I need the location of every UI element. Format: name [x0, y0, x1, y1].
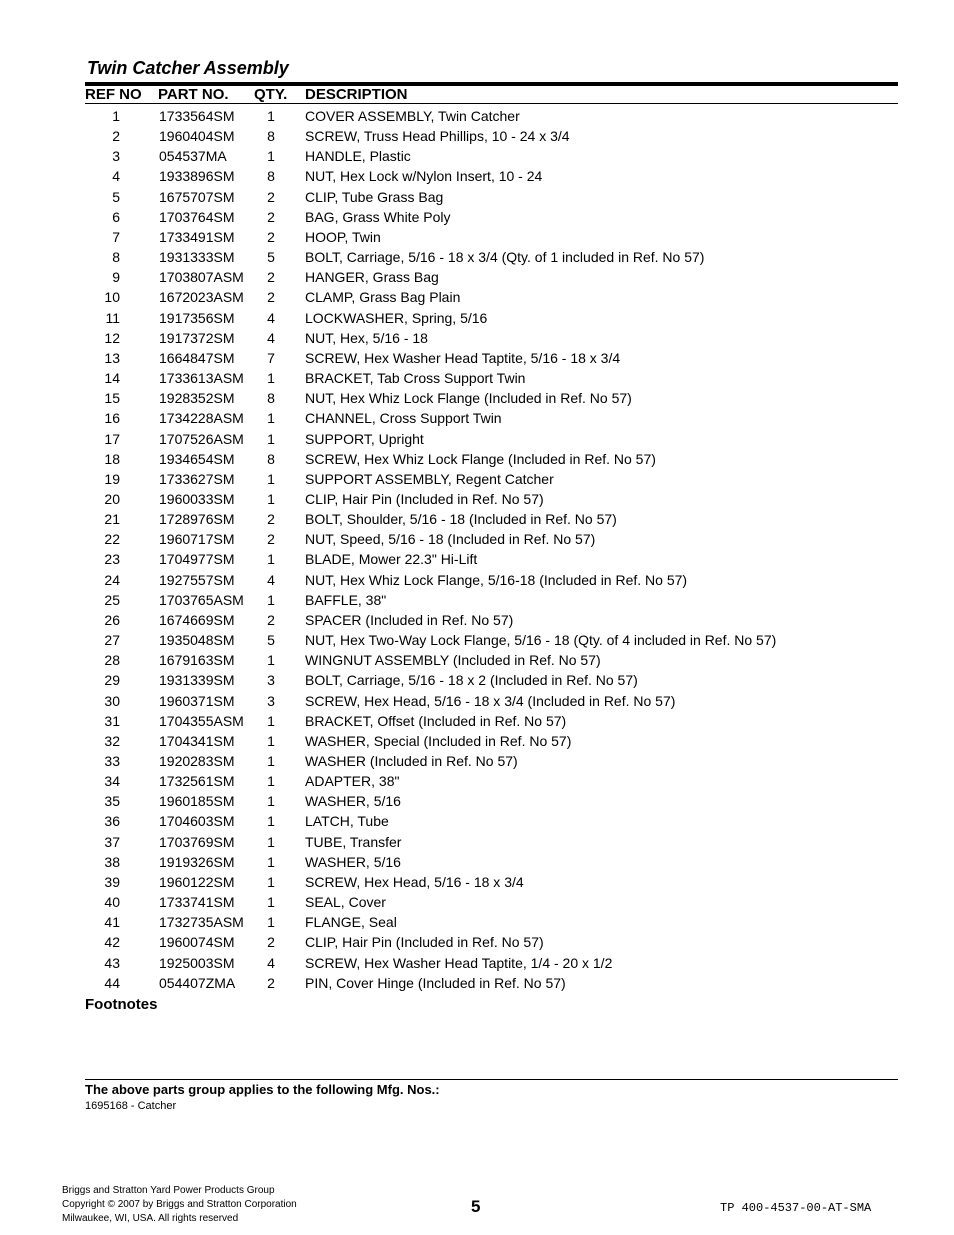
ref-number: 43 — [104, 954, 120, 971]
ref-number: 32 — [104, 732, 120, 749]
part-number: 1960122SM — [159, 873, 235, 890]
quantity: 1 — [267, 753, 275, 769]
mfg-item: 1695168 - Catcher — [85, 1100, 177, 1112]
ref-number: 42 — [104, 934, 120, 951]
description: LOCKWASHER, Spring, 5/16 — [305, 309, 488, 326]
quantity: 1 — [267, 108, 275, 124]
quantity: 8 — [267, 390, 275, 407]
description: BOLT, Carriage, 5/16 - 18 x 2 (Included in Ref. No 57) — [305, 672, 638, 689]
description: CLIP, Hair Pin (Included in Ref. No 57) — [305, 934, 544, 951]
part-number: 1917356SM — [159, 309, 235, 326]
part-number: 1933896SM — [159, 168, 235, 185]
table-row — [0, 671, 954, 691]
ref-number: 7 — [112, 228, 120, 245]
table-row — [0, 913, 954, 933]
table-row — [0, 430, 954, 450]
description: HANGER, Grass Bag — [305, 269, 439, 286]
quantity: 1 — [267, 894, 275, 911]
table-row — [0, 853, 954, 873]
quantity: 4 — [267, 329, 275, 346]
column-header-part: PART NO. — [158, 86, 229, 103]
ref-number: 12 — [104, 329, 120, 346]
description: BOLT, Carriage, 5/16 - 18 x 3/4 (Qty. of 1 included in Ref. No 57) — [305, 249, 705, 266]
quantity: 2 — [267, 611, 275, 628]
table-row — [0, 792, 954, 812]
part-number: 1960074SM — [159, 934, 235, 951]
part-number: 1703764SM — [159, 208, 235, 225]
mfg-divider — [85, 1079, 898, 1080]
table-row — [0, 954, 954, 974]
table-row — [0, 248, 954, 268]
table-row — [0, 933, 954, 953]
table-row — [0, 591, 954, 611]
description: SCREW, Hex Washer Head Taptite, 5/16 - 18 x 3/4 — [305, 349, 621, 366]
quantity: 1 — [267, 773, 275, 790]
table-row — [0, 974, 954, 994]
part-number: 1931333SM — [159, 249, 235, 266]
part-number: 1703769SM — [159, 833, 235, 850]
section-title: Twin Catcher Assembly — [87, 58, 289, 78]
quantity: 1 — [267, 551, 275, 568]
quantity: 1 — [267, 470, 275, 487]
ref-number: 40 — [104, 894, 120, 911]
description: WASHER, Special (Included in Ref. No 57) — [305, 732, 572, 749]
part-number: 1704355ASM — [159, 712, 244, 729]
quantity: 2 — [267, 208, 275, 225]
part-number: 1931339SM — [159, 672, 235, 689]
part-number: 054407ZMA — [159, 974, 236, 991]
table-row — [0, 611, 954, 631]
ref-number: 44 — [104, 974, 120, 991]
ref-number: 5 — [112, 188, 120, 205]
copyright-line: Copyright © 2007 by Briggs and Stratton Corporation — [62, 1199, 297, 1210]
part-number: 1925003SM — [159, 954, 235, 971]
ref-number: 31 — [104, 712, 120, 729]
description: NUT, Speed, 5/16 - 18 (Included in Ref. No 57) — [305, 531, 596, 548]
table-row — [0, 571, 954, 591]
ref-number: 14 — [104, 370, 120, 387]
quantity: 2 — [267, 289, 275, 306]
description: NUT, Hex Whiz Lock Flange (Included in Ref. No 57) — [305, 390, 632, 407]
part-number: 1927557SM — [159, 571, 235, 588]
ref-number: 19 — [104, 470, 120, 487]
description: PIN, Cover Hinge (Included in Ref. No 57) — [305, 974, 566, 991]
part-number: 1960717SM — [159, 531, 235, 548]
quantity: 2 — [267, 934, 275, 951]
part-number: 1960371SM — [159, 692, 235, 709]
quantity: 1 — [267, 430, 275, 447]
description: ADAPTER, 38" — [305, 773, 400, 790]
quantity: 1 — [267, 370, 275, 387]
part-number: 1674669SM — [159, 611, 235, 628]
table-row — [0, 127, 954, 147]
quantity: 2 — [267, 974, 275, 991]
quantity: 4 — [267, 309, 275, 326]
description: SUPPORT, Upright — [305, 430, 424, 447]
description: WASHER, 5/16 — [305, 793, 401, 810]
table-row — [0, 329, 954, 349]
part-number: 054537MA — [159, 148, 227, 165]
ref-number: 25 — [104, 591, 120, 608]
table-row — [0, 167, 954, 187]
ref-number: 20 — [104, 490, 120, 507]
quantity: 7 — [267, 349, 275, 366]
part-number: 1733741SM — [159, 894, 235, 911]
table-row — [0, 772, 954, 792]
part-number: 1733491SM — [159, 228, 235, 245]
quantity: 1 — [267, 873, 275, 890]
quantity: 1 — [267, 914, 275, 931]
description: WASHER, 5/16 — [305, 853, 401, 870]
description: SEAL, Cover — [305, 894, 386, 911]
description: CLIP, Hair Pin (Included in Ref. No 57) — [305, 490, 544, 507]
description: SPACER (Included in Ref. No 57) — [305, 611, 514, 628]
part-number: 1672023ASM — [159, 289, 244, 306]
location-line: Milwaukee, WI, USA. All rights reserved — [62, 1213, 239, 1224]
part-number: 1960185SM — [159, 793, 235, 810]
table-row — [0, 631, 954, 651]
part-number: 1917372SM — [159, 329, 235, 346]
part-number: 1733564SM — [159, 108, 235, 124]
description: SCREW, Hex Washer Head Taptite, 1/4 - 20 x 1/2 — [305, 954, 613, 971]
table-row — [0, 752, 954, 772]
quantity: 5 — [267, 632, 275, 649]
quantity: 1 — [267, 833, 275, 850]
quantity: 2 — [267, 228, 275, 245]
table-row — [0, 651, 954, 671]
ref-number: 6 — [112, 208, 120, 225]
quantity: 8 — [267, 450, 275, 467]
table-row — [0, 490, 954, 510]
description: LATCH, Tube — [305, 813, 389, 830]
table-row — [0, 268, 954, 288]
description: NUT, Hex Two-Way Lock Flange, 5/16 - 18 (Qty. of 4 included in Ref. No 57) — [305, 632, 777, 649]
document-code: TP 400-4537-00-AT-SMA — [720, 1201, 872, 1215]
part-number: 1935048SM — [159, 632, 235, 649]
part-number: 1679163SM — [159, 652, 235, 669]
quantity: 5 — [267, 249, 275, 266]
ref-number: 34 — [104, 773, 120, 790]
quantity: 1 — [267, 793, 275, 810]
ref-number: 26 — [104, 611, 120, 628]
parts-list — [0, 107, 954, 994]
quantity: 1 — [267, 410, 275, 427]
description: CLIP, Tube Grass Bag — [305, 188, 444, 205]
table-row — [0, 692, 954, 712]
table-row — [0, 812, 954, 832]
table-row — [0, 389, 954, 409]
table-row — [0, 530, 954, 550]
quantity: 4 — [267, 571, 275, 588]
ref-number: 4 — [112, 168, 120, 185]
header-divider — [85, 103, 898, 104]
ref-number: 41 — [104, 914, 120, 931]
description: COVER ASSEMBLY, Twin Catcher — [305, 108, 520, 124]
description: BRACKET, Offset (Included in Ref. No 57) — [305, 712, 567, 729]
table-row — [0, 188, 954, 208]
quantity: 8 — [267, 128, 275, 145]
description: BAFFLE, 38" — [305, 591, 387, 608]
description: BAG, Grass White Poly — [305, 208, 451, 225]
ref-number: 37 — [104, 833, 120, 850]
ref-number: 28 — [104, 652, 120, 669]
ref-number: 21 — [104, 511, 120, 528]
table-row — [0, 369, 954, 389]
table-row — [0, 470, 954, 490]
quantity: 2 — [267, 269, 275, 286]
description: WASHER (Included in Ref. No 57) — [305, 753, 518, 769]
table-row — [0, 349, 954, 369]
part-number: 1704603SM — [159, 813, 235, 830]
description: SCREW, Hex Head, 5/16 - 18 x 3/4 — [305, 873, 524, 890]
description: CLAMP, Grass Bag Plain — [305, 289, 461, 306]
quantity: 1 — [267, 853, 275, 870]
table-row — [0, 208, 954, 228]
ref-number: 18 — [104, 450, 120, 467]
quantity: 3 — [267, 692, 275, 709]
part-number: 1732735ASM — [159, 914, 244, 931]
column-header-description: DESCRIPTION — [305, 86, 408, 103]
ref-number: 23 — [104, 551, 120, 568]
part-number: 1928352SM — [159, 390, 235, 407]
part-number: 1728976SM — [159, 511, 235, 528]
column-header-qty: QTY. — [254, 86, 288, 103]
ref-number: 13 — [104, 349, 120, 366]
quantity: 1 — [267, 652, 275, 669]
quantity: 1 — [267, 813, 275, 830]
ref-number: 17 — [104, 430, 120, 447]
description: HANDLE, Plastic — [305, 148, 411, 165]
ref-number: 2 — [112, 128, 120, 145]
part-number: 1920283SM — [159, 753, 235, 769]
part-number: 1960404SM — [159, 128, 235, 145]
page-number: 5 — [471, 1197, 481, 1216]
description: NUT, Hex Lock w/Nylon Insert, 10 - 24 — [305, 168, 543, 185]
table-row — [0, 732, 954, 752]
ref-number: 16 — [104, 410, 120, 427]
table-row — [0, 893, 954, 913]
quantity: 2 — [267, 531, 275, 548]
part-number: 1732561SM — [159, 773, 235, 790]
ref-number: 24 — [104, 571, 120, 588]
description: BOLT, Shoulder, 5/16 - 18 (Included in Ref. No 57) — [305, 511, 617, 528]
table-row — [0, 228, 954, 248]
description: HOOP, Twin — [305, 228, 381, 245]
quantity: 8 — [267, 168, 275, 185]
ref-number: 33 — [104, 753, 120, 769]
column-header-ref: REF NO — [85, 86, 142, 103]
description: NUT, Hex, 5/16 - 18 — [305, 329, 428, 346]
part-number: 1703765ASM — [159, 591, 244, 608]
part-number: 1919326SM — [159, 853, 235, 870]
part-number: 1960033SM — [159, 490, 235, 507]
ref-number: 1 — [112, 108, 120, 124]
description: BLADE, Mower 22.3" Hi-Lift — [305, 551, 478, 568]
ref-number: 15 — [104, 390, 120, 407]
part-number: 1734228ASM — [159, 410, 244, 427]
part-number: 1934654SM — [159, 450, 235, 467]
ref-number: 22 — [104, 531, 120, 548]
description: SCREW, Hex Whiz Lock Flange (Included in Ref. No 57) — [305, 450, 656, 467]
table-row — [0, 712, 954, 732]
table-row — [0, 147, 954, 167]
ref-number: 9 — [112, 269, 120, 286]
ref-number: 29 — [104, 672, 120, 689]
part-number: 1704977SM — [159, 551, 235, 568]
table-row — [0, 288, 954, 308]
table-row — [0, 873, 954, 893]
ref-number: 8 — [112, 249, 120, 266]
table-row — [0, 510, 954, 530]
table-row — [0, 409, 954, 429]
part-number: 1664847SM — [159, 349, 235, 366]
table-row — [0, 309, 954, 329]
company-name: Briggs and Stratton Yard Power Products Group — [62, 1185, 275, 1196]
description: SUPPORT ASSEMBLY, Regent Catcher — [305, 470, 554, 487]
ref-number: 39 — [104, 873, 120, 890]
description: SCREW, Truss Head Phillips, 10 - 24 x 3/4 — [305, 128, 570, 145]
description: FLANGE, Seal — [305, 914, 397, 931]
quantity: 2 — [267, 188, 275, 205]
quantity: 1 — [267, 490, 275, 507]
quantity: 1 — [267, 148, 275, 165]
description: SCREW, Hex Head, 5/16 - 18 x 3/4 (Included in Ref. No 57) — [305, 692, 676, 709]
quantity: 1 — [267, 591, 275, 608]
description: BRACKET, Tab Cross Support Twin — [305, 370, 526, 387]
description: CHANNEL, Cross Support Twin — [305, 410, 502, 427]
part-number: 1703807ASM — [159, 269, 244, 286]
part-number: 1733627SM — [159, 470, 235, 487]
quantity: 1 — [267, 712, 275, 729]
ref-number: 27 — [104, 632, 120, 649]
ref-number: 3 — [112, 148, 120, 165]
part-number: 1707526ASM — [159, 430, 244, 447]
part-number: 1675707SM — [159, 188, 235, 205]
ref-number: 11 — [105, 309, 120, 326]
quantity: 2 — [267, 511, 275, 528]
description: WINGNUT ASSEMBLY (Included in Ref. No 57) — [305, 652, 601, 669]
mfg-heading: The above parts group applies to the following Mfg. Nos.: — [85, 1082, 440, 1097]
description: TUBE, Transfer — [305, 833, 402, 850]
table-row — [0, 833, 954, 853]
ref-number: 36 — [104, 813, 120, 830]
ref-number: 30 — [104, 692, 120, 709]
footnotes-heading: Footnotes — [85, 996, 158, 1013]
description: NUT, Hex Whiz Lock Flange, 5/16-18 (Included in Ref. No 57) — [305, 571, 688, 588]
table-row — [0, 450, 954, 470]
quantity: 3 — [267, 672, 275, 689]
table-row — [0, 550, 954, 570]
quantity: 4 — [267, 954, 275, 971]
ref-number: 10 — [104, 289, 120, 306]
part-number: 1704341SM — [159, 732, 235, 749]
part-number: 1733613ASM — [159, 370, 244, 387]
table-row — [0, 107, 954, 127]
ref-number: 35 — [104, 793, 120, 810]
quantity: 1 — [267, 732, 275, 749]
ref-number: 38 — [104, 853, 120, 870]
